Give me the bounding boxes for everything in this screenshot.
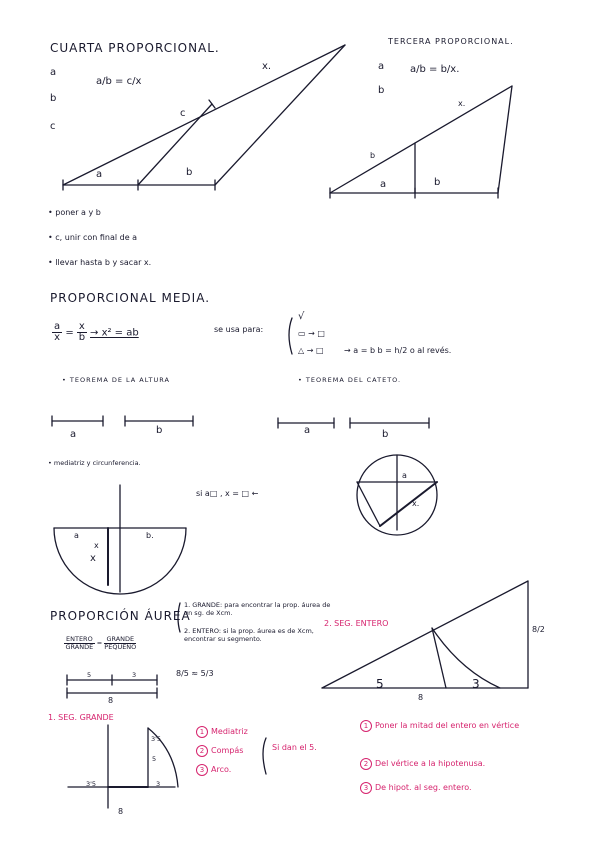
media-f-den-b: b	[78, 332, 86, 343]
media-seg-b2: b	[382, 429, 389, 440]
tercera-label-b: b	[434, 177, 441, 188]
aurea-step-1-text: Poner la mitad del entero en vértice	[375, 721, 520, 730]
uses-brace	[289, 318, 292, 354]
media-title: PROPORCIONAL MEDIA.	[50, 291, 211, 305]
media-segments	[52, 416, 429, 428]
aurea-ratio-num-1: ENTERO	[66, 635, 93, 643]
method-label-1: Mediatriz	[211, 727, 248, 736]
method-num-1: 1	[196, 726, 208, 738]
aurea-step-3-text: De hipot. al seg. entero.	[375, 783, 472, 792]
aurea-step-2	[360, 758, 485, 770]
aurea-title: PROPORCIÓN ÁUREA	[50, 609, 191, 623]
tercera-title: TERCERA PROPORCIONAL.	[388, 37, 514, 46]
seg-entero-8: 8	[418, 693, 424, 702]
seg-grande-side-5: 5	[152, 755, 157, 763]
method-num-2: 2	[196, 745, 208, 757]
cuarta-parallel-x	[215, 45, 345, 185]
tercera-construction	[330, 86, 512, 198]
media-seg-a: a	[70, 429, 77, 440]
tercera-upper-ray	[330, 86, 512, 193]
media-uses-label: se usa para:	[214, 325, 264, 334]
media-teorema-cateto: • TEOREMA DEL CATETO.	[298, 376, 402, 384]
media-f-den-x: x	[54, 332, 61, 343]
tercera-formula: a/b = b/x.	[410, 64, 460, 75]
step-num-2: 2	[360, 758, 372, 770]
media-semi-b: b.	[146, 531, 154, 540]
cateto-construction	[357, 455, 437, 535]
cuarta-step-3: • llevar hasta b y sacar x.	[48, 258, 152, 267]
cuarta-construction	[63, 45, 345, 190]
media-seg-b: b	[156, 425, 163, 436]
method-item-1	[196, 726, 248, 738]
media-use-sqrt: √	[298, 311, 305, 322]
media-seg-a2: a	[304, 425, 311, 436]
media-square-note: si a□ , x = □ ←	[196, 489, 259, 498]
cuarta-label-x: x.	[262, 61, 272, 72]
step-num-1: 1	[360, 720, 372, 732]
aurea-seg-eight: 8	[108, 696, 114, 705]
aurea-step-2-text: Del vértice a la hipotenusa.	[375, 759, 486, 768]
method-brace	[263, 738, 266, 774]
aurea-ratio-den-2: PEQUEÑO	[104, 642, 137, 651]
seg-entero-construction	[322, 581, 528, 691]
cuarta-var-b: b	[50, 93, 57, 104]
aurea-ratio-den-1: GRANDE	[65, 642, 94, 651]
media-semi-x: x	[94, 541, 99, 550]
tercera-label-b-side: b	[370, 151, 376, 160]
media-semi-x2: x	[90, 553, 96, 564]
media-formula	[52, 322, 139, 343]
seg-grande-title: 1. SEG. GRANDE	[48, 713, 114, 722]
tercera-label-a: a	[380, 179, 387, 190]
seg-entero-5: 5	[376, 677, 384, 691]
cuarta-formula: a/b = c/x	[96, 76, 142, 87]
step-num-3: 3	[360, 782, 372, 794]
method-label-3: Arco.	[211, 765, 232, 774]
tercera-parallel-2	[498, 86, 512, 193]
media-f-eq: =	[65, 327, 74, 339]
aurea-ratio-value: 8/5 ≈ 5/3	[176, 669, 214, 678]
media-teorema-altura: • TEOREMA DE LA ALTURA	[62, 376, 170, 384]
aurea-seg-three: 3	[132, 671, 137, 679]
aurea-def-2: 2. ENTERO: si la prop. áurea es de Xcm, encontrar su segmento.	[184, 627, 314, 644]
method-item-2	[196, 745, 243, 757]
seg-entero-title: 2. SEG. ENTERO	[324, 619, 389, 628]
media-circle-a: a	[402, 471, 407, 480]
media-f-num-a: a	[54, 321, 61, 332]
media-use-triangle: △ → □	[298, 346, 324, 355]
cuarta-step-1: • poner a y b	[48, 208, 101, 217]
seg-entero-8-2: 8/2	[532, 625, 545, 634]
seg-grande-label-35: 3'5	[86, 780, 97, 788]
media-reverse-note: → a = b b = h/2 o al revés.	[344, 346, 452, 355]
method-note: Si dan el 5.	[272, 743, 317, 752]
seg-grande-label-3: 3	[156, 780, 161, 788]
cuarta-var-c: c	[50, 121, 56, 132]
aurea-small-segments	[67, 675, 157, 698]
media-semi-a: a	[74, 531, 79, 540]
aurea-ratio	[64, 636, 136, 650]
seg-grande-label-8: 8	[118, 807, 124, 816]
seg-grande-side-35: 3'5	[151, 735, 162, 743]
cuarta-label-c: c	[180, 108, 186, 119]
media-circle-x: x.	[412, 499, 420, 508]
aurea-def-1: 1. GRANDE: para encontrar la prop. áurea de un sg. de Xcm.	[184, 601, 331, 618]
media-mediatriz-note: • mediatriz y circunferencia.	[48, 459, 141, 467]
cuarta-step-2: • c, unir con final de a	[48, 233, 138, 242]
aurea-seg-five: 5	[87, 671, 92, 679]
tercera-label-x: x.	[458, 99, 466, 108]
cuarta-label-b: b	[186, 167, 193, 178]
tercera-var-a: a	[378, 61, 385, 72]
method-label-2: Compás	[211, 746, 244, 755]
tercera-var-b: b	[378, 85, 385, 96]
seg-grande-construction	[68, 725, 178, 808]
cuarta-upper-ray	[63, 45, 345, 185]
aurea-step-3	[360, 782, 472, 794]
aurea-ratio-num-2: GRANDE	[104, 636, 136, 644]
seg-entero-3: 3	[472, 677, 480, 691]
media-f-result: → x² = ab	[90, 327, 139, 339]
cuarta-parallel-c	[138, 104, 212, 185]
aurea-step-1	[360, 720, 550, 732]
method-num-3: 3	[196, 764, 208, 776]
cuarta-var-a: a	[50, 67, 57, 78]
media-use-rect: ▭ → □	[298, 329, 325, 338]
method-item-3	[196, 764, 231, 776]
media-f-num-x: x	[78, 321, 85, 332]
aurea-ratio-eq: =	[96, 639, 103, 647]
cuarta-title: CUARTA PROPORCIONAL.	[50, 41, 220, 55]
cuarta-label-a: a	[96, 169, 103, 180]
